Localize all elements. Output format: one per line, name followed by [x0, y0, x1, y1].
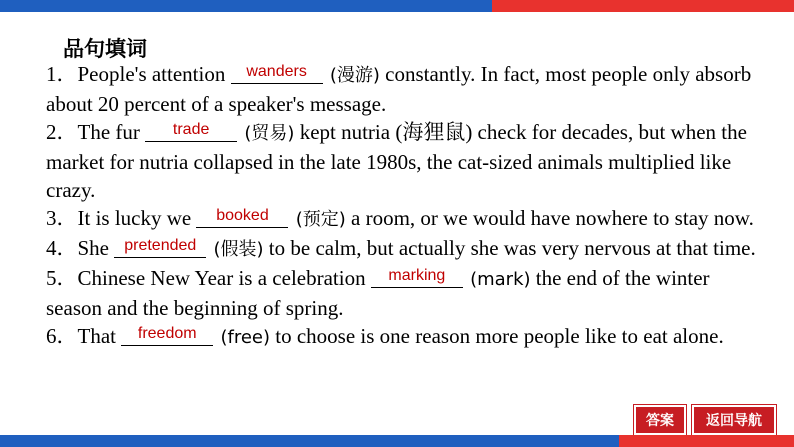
answer-text: wanders	[246, 63, 307, 80]
question-5	[46, 264, 766, 322]
question-text: constantly. In fact, most people only absorb about 20 percent of a speaker's message.	[46, 62, 752, 116]
answer-blank	[114, 236, 206, 258]
question-4	[46, 234, 766, 264]
answer-button[interactable]: 答案	[634, 405, 686, 435]
answer-blank	[121, 324, 213, 346]
question-6	[46, 322, 766, 352]
bottom-color-bar	[0, 435, 794, 447]
answer-text: trade	[172, 121, 210, 138]
question-text: The fur	[77, 120, 146, 144]
answer-blank	[231, 62, 323, 84]
question-number: 4．	[46, 236, 78, 260]
return-nav-button[interactable]: 返回导航	[692, 405, 776, 435]
top-bar-blue	[0, 0, 492, 12]
hint-text: (free)	[220, 327, 271, 348]
answer-blank	[145, 120, 237, 142]
question-number: 6．	[46, 324, 78, 348]
top-color-bar	[0, 0, 794, 12]
section-heading: 品句填词	[63, 37, 147, 61]
question-text: It is lucky we	[77, 206, 197, 230]
question-text: to choose is one reason more people like to eat alone.	[270, 324, 724, 348]
question-text: kept nutria (海狸鼠) check for decades, but when the market for nutria collapsed in the late 1980s, the cat-sized animals multiplied like crazy.	[46, 120, 747, 202]
hint-text: (假装)	[213, 239, 264, 260]
question-2	[46, 118, 766, 204]
question-text: That	[77, 324, 122, 348]
answer-blank	[371, 266, 463, 288]
question-list	[46, 60, 766, 352]
question-3	[46, 204, 766, 234]
hint-text: (漫游)	[329, 65, 380, 86]
top-bar-red	[492, 0, 794, 12]
answer-text: marking	[388, 267, 446, 284]
answer-text: pretended	[124, 237, 197, 254]
answer-blank	[196, 206, 288, 228]
question-1	[46, 60, 766, 118]
question-number: 5．	[46, 266, 78, 290]
question-text: Chinese New Year is a celebration	[77, 266, 371, 290]
hint-text: (贸易)	[244, 123, 295, 144]
bottom-bar-red	[619, 435, 794, 447]
question-text: to be calm, but actually she was very nervous at that time.	[263, 236, 756, 260]
question-number: 1．	[46, 62, 78, 86]
question-number: 3．	[46, 206, 78, 230]
question-number: 2．	[46, 120, 78, 144]
hint-text: (mark)	[470, 269, 531, 290]
question-text: the end of the winter season and the beginning of spring.	[46, 266, 710, 320]
answer-text: booked	[216, 207, 269, 224]
hint-text: (预定)	[295, 209, 346, 230]
question-text: a room, or we would have nowhere to stay now.	[345, 206, 754, 230]
question-text: People's attention	[77, 62, 231, 86]
answer-text: freedom	[137, 325, 197, 342]
question-text: She	[77, 236, 115, 260]
bottom-bar-blue	[0, 435, 619, 447]
